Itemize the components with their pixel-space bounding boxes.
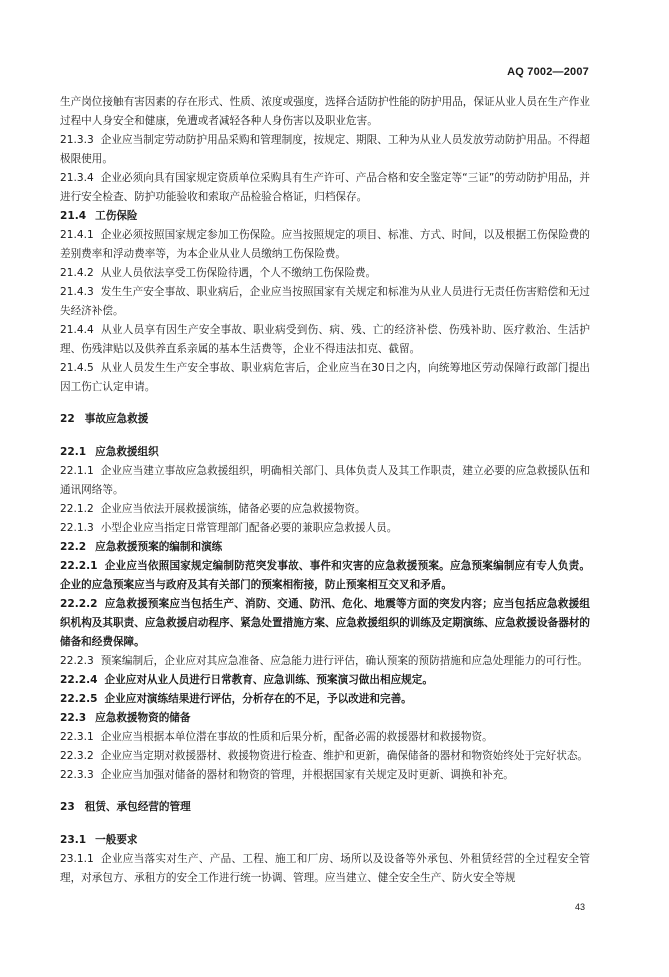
clause-text: 企业应对演练结果进行评估，分析存在的不足，予以改进和完善。 [104, 693, 412, 705]
standard-code: AQ 7002—2007 [507, 66, 589, 78]
clause-number: 22.1.2 [60, 503, 94, 515]
clause-number: 22.2.1 [60, 560, 98, 572]
paragraph [60, 519, 590, 538]
clause-text: 租赁、承包经营的管理 [84, 801, 191, 813]
clause-text: 事故应急救援 [84, 413, 149, 425]
subsection-heading [60, 831, 590, 850]
paragraph [60, 595, 590, 652]
clause-number: 22.1 [60, 446, 87, 458]
clause-text: 企业应对从业人员进行日常教育、应急训练、预案演习做出相应规定。 [104, 674, 433, 686]
paragraph [60, 557, 590, 595]
paragraph [60, 850, 590, 888]
clause-text: 企业应当落实对生产、产品、工程、施工和厂房、场所以及设备等外承包、外租赁经营的全过程安全管理，对承包方、承租方的安全工作进行统一协调、管理。应当建立、健全安全生产、防火安全等规 [60, 853, 590, 884]
clause-number: 23.1.1 [60, 853, 94, 865]
paragraph [60, 671, 590, 690]
clause-text: 预案编制后，企业应对其应急准备、应急能力进行评估，确认预案的预防措施和应急处理能力的可行性。 [100, 655, 589, 667]
clause-number: 21.4.2 [60, 267, 94, 279]
clause-number: 23 [60, 801, 75, 813]
clause-number: 22.3.1 [60, 731, 94, 743]
clause-text: 企业应当依照国家规定编制防范突发事故、事件和灾害的应急救援预案。应急预案编制应有专人负责。企业的应急预案应当与政府及其有关部门的预案相衔接，防止预案相互交叉和矛盾。 [60, 560, 590, 591]
paragraph [60, 728, 590, 747]
clause-number: 23.1 [60, 834, 87, 846]
section-heading [60, 410, 590, 429]
paragraph [60, 283, 590, 321]
clause-number: 21.4.5 [60, 362, 94, 374]
clause-text: 一般要求 [95, 834, 138, 846]
clause-number: 22.3 [60, 712, 87, 724]
paragraph [60, 747, 590, 766]
clause-text: 企业应当加强对储备的器材和物资的管理，并根据国家有关规定及时更新、调换和补充。 [100, 769, 514, 781]
clause-number: 21.4.3 [60, 286, 94, 298]
subsection-heading [60, 207, 590, 226]
clause-number: 21.4.4 [60, 324, 94, 336]
clause-text: 应急救援预案的编制和演练 [95, 541, 223, 553]
subsection-heading [60, 709, 590, 728]
paragraph [60, 766, 590, 785]
clause-number: 21.4 [60, 210, 87, 222]
paragraph [60, 169, 590, 207]
document-body [60, 93, 590, 888]
clause-number: 22.2.5 [60, 693, 98, 705]
clause-text: 企业应当依法开展救援演练，储备必要的应急救援物资。 [100, 503, 366, 515]
clause-text: 企业应当定期对救援器材、救援物资进行检查、维护和更新，确保储备的器材和物资始终处于完好状态。 [100, 750, 589, 762]
clause-text: 工伤保险 [95, 210, 138, 222]
clause-number: 22.2.2 [60, 598, 98, 610]
clause-number: 21.3.3 [60, 134, 94, 146]
clause-text: 企业应当根据本单位潜在事故的性质和后果分析，配备必需的救援器材和救援物资。 [100, 731, 493, 743]
clause-number: 22.2 [60, 541, 87, 553]
paragraph [60, 652, 590, 671]
clause-text: 从业人员发生生产安全事故、职业病危害后，企业应当在30日之内，向统筹地区劳动保障行政部门提出因工伤亡认定申请。 [60, 362, 590, 393]
clause-number: 21.3.4 [60, 172, 94, 184]
clause-text: 从业人员享有因生产安全事故、职业病受到伤、病、残、亡的经济补偿、伤残补助、医疗救治、生活护理、伤残津贴以及供养直系亲属的基本生活费等，企业不得违法扣克、截留。 [60, 324, 590, 355]
paragraph [60, 321, 590, 359]
subsection-heading [60, 538, 590, 557]
clause-number: 22.2.4 [60, 674, 98, 686]
clause-text: 小型企业应当指定日常管理部门配备必要的兼职应急救援人员。 [100, 522, 398, 534]
clause-text: 从业人员依法享受工伤保险待遇，个人不缴纳工伤保险费。 [100, 267, 377, 279]
page-number: 43 [574, 902, 585, 912]
clause-number: 22.3.2 [60, 750, 94, 762]
clause-text: 企业应当建立事故应急救援组织，明确相关部门、具体负责人及其工作职责，建立必要的应急救援队伍和通讯网络等。 [60, 465, 590, 496]
clause-number: 22.3.3 [60, 769, 94, 781]
clause-number: 21.4.1 [60, 229, 94, 241]
paragraph [60, 264, 590, 283]
paragraph [60, 359, 590, 397]
clause-number: 22.1.3 [60, 522, 94, 534]
paragraph [60, 462, 590, 500]
clause-text: 企业应当制定劳动防护用品采购和管理制度，按规定、期限、工种为从业人员发放劳动防护用品。不得超极限使用。 [60, 134, 590, 165]
clause-text: 生产岗位接触有害因素的存在形式、性质、浓度或强度，选择合适防护性能的防护用品，保证从业人员在生产作业过程中人身安全和健康，免遭或者减轻各种人身伤害以及职业危害。 [60, 96, 590, 127]
clause-text: 企业必须向具有国家规定资质单位采购具有生产许可、产品合格和安全鉴定等“三证”的劳动防护用品，并进行安全检查、防护功能验收和索取产品检验合格证，归档保存。 [60, 172, 590, 203]
clause-number: 22.1.1 [60, 465, 94, 477]
subsection-heading [60, 443, 590, 462]
clause-text: 企业必须按照国家规定参加工伤保险。应当按照规定的项目、标准、方式、时间，以及根据工伤保险费的差别费率和浮动费率等，为本企业从业人员缴纳工伤保险费。 [60, 229, 590, 260]
clause-text: 应急救援组织 [95, 446, 159, 458]
section-heading [60, 798, 590, 817]
clause-number: 22 [60, 413, 75, 425]
clause-text: 应急救援物资的储备 [95, 712, 191, 724]
paragraph [60, 500, 590, 519]
paragraph [60, 226, 590, 264]
paragraph [60, 131, 590, 169]
paragraph [60, 93, 590, 131]
clause-text: 应急救援预案应当包括生产、消防、交通、防汛、危化、地震等方面的突发内容；应当包括应急救援组织机构及其职责、应急救援启动程序、紧急处置措施方案、应急救援组织的训练及定期演练、应急救援设备器材的储备和经费保障。 [60, 598, 590, 648]
clause-number: 22.2.3 [60, 655, 94, 667]
paragraph [60, 690, 590, 709]
clause-text: 发生生产安全事故、职业病后，企业应当按照国家有关规定和标准为从业人员进行无责任伤害赔偿和无过失经济补偿。 [60, 286, 590, 317]
